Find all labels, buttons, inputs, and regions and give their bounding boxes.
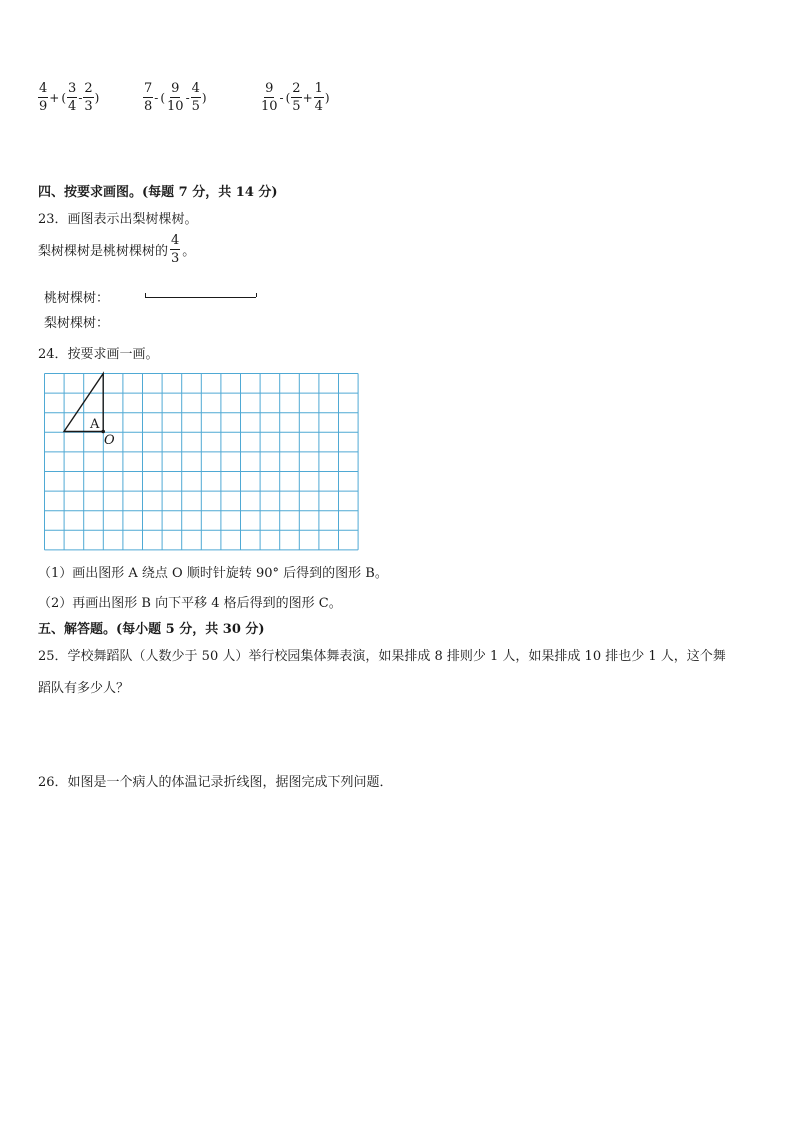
label-A: A — [90, 417, 100, 432]
grid-figure — [0, 0, 794, 560]
fraction: $\frac{2}{3}$ — [84, 81, 93, 114]
paren-open: ( — [160, 90, 166, 105]
operator: - — [185, 90, 190, 105]
operator: + — [49, 90, 60, 105]
question-24-task-2: （2）再画出图形 B 向下平移 4 格后得到的图形 C。 — [38, 596, 342, 611]
paren-close: ) — [201, 90, 207, 105]
section-4-title: 四、按要求画图。(每题 7 分，共 14 分) — [38, 185, 278, 200]
question-25-line-2: 蹈队有多少人？ — [38, 681, 130, 696]
question-23-title: 23．画图表示出梨树棵树。 — [38, 212, 198, 227]
paren-close: ) — [94, 90, 100, 105]
fraction: $\frac{4}{3}$ — [171, 233, 180, 266]
peach-label: 桃树棵树： — [44, 291, 110, 306]
pear-label: 梨树棵树： — [44, 316, 110, 331]
fraction: $\frac{9}{10}$ — [167, 81, 184, 114]
question-23-stem: 梨树棵树是桃树棵树的 $\frac{4}{3}$ 。 — [38, 233, 196, 266]
paren-open: ( — [285, 90, 291, 105]
question-24-title: 24．按要求画一画。 — [38, 347, 159, 362]
paren-open: ( — [61, 90, 67, 105]
question-24-task-1: （1）画出图形 A 绕点 O 顺时针旋转 90° 后得到的图形 B。 — [38, 566, 388, 581]
fraction: $\frac{3}{4}$ — [68, 81, 77, 114]
label-O: O — [104, 433, 115, 448]
operator: - — [154, 90, 159, 105]
fraction: $\frac{2}{5}$ — [292, 81, 301, 114]
fraction: $\frac{1}{4}$ — [314, 81, 323, 114]
section-5-title: 五、解答题。(每小题 5 分，共 30 分) — [38, 622, 265, 637]
operator: + — [302, 90, 313, 105]
fraction: $\frac{9}{10}$ — [261, 81, 278, 114]
operator: - — [279, 90, 284, 105]
paren-close: ) — [324, 90, 330, 105]
question-25-line-1: 25．学校舞蹈队（人数少于 50 人）举行校园集体舞表演，如果排成 8 排则少 1 人，如果排成 10 排也少 1 人，这个舞 — [38, 649, 726, 664]
operator: - — [78, 90, 83, 105]
fraction: $\frac{4}{5}$ — [191, 81, 200, 114]
question-26: 26．如图是一个病人的体温记录折线图，据图完成下列问题． — [38, 775, 393, 790]
fraction: $\frac{4}{9}$ — [39, 81, 48, 114]
fraction: $\frac{7}{8}$ — [144, 81, 153, 114]
grid-lines — [45, 374, 359, 550]
